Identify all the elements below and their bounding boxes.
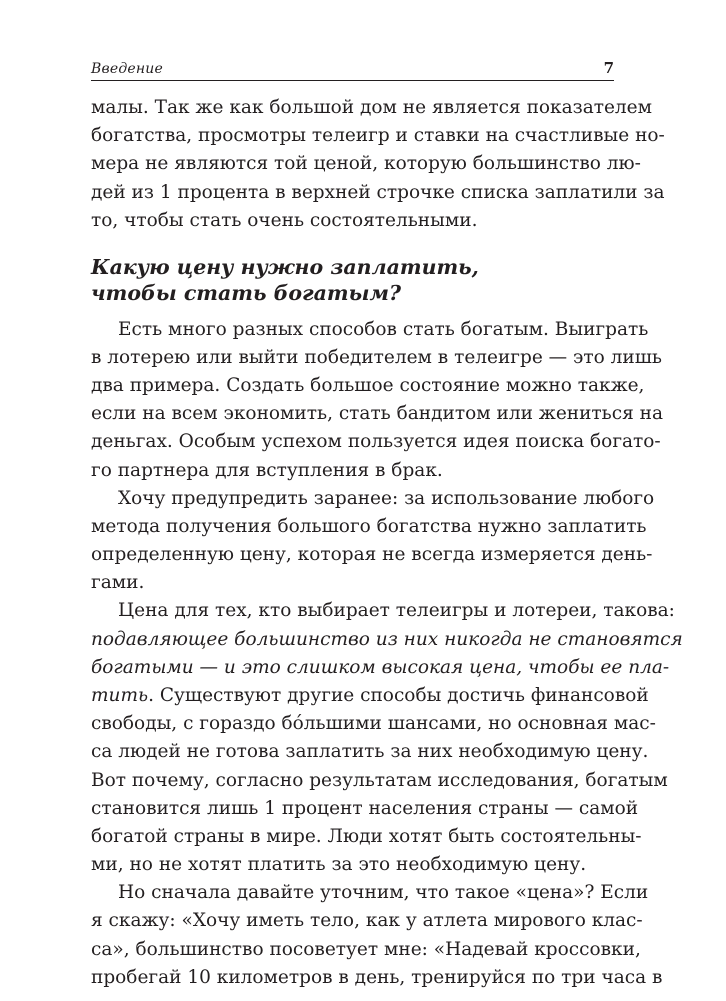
text-line: гами.	[91, 572, 145, 594]
section-heading: чтобы стать богатым?	[91, 281, 401, 306]
text-line: если на всем экономить, стать бандитом или жениться на	[91, 403, 664, 425]
text-line: са», большинство посоветует мне: «Надевай кроссовки,	[91, 938, 641, 960]
text-line: ми, но не хотят платить за это необходимую цену.	[91, 854, 587, 876]
text-line: свободы, с гораздо бо́льшими шансами, но основная мас-	[91, 713, 656, 735]
text-line: малы. Так же как большой дом не является показателем	[91, 97, 653, 118]
text-line: в лотерею или выйти победителем в телеигре — это лишь	[91, 346, 663, 368]
text-line: определенную цену, которая не всегда измеряется день-	[91, 544, 653, 566]
text-line: го партнера для вступления в брак.	[91, 459, 443, 481]
text-line: метода получения большого богатства нужно заплатить	[91, 515, 647, 537]
text-line: я скажу: «Хочу иметь тело, как у атлета мирового клас-	[91, 910, 643, 932]
text-line: Но сначала давайте уточним, что такое «цена»? Если	[118, 882, 649, 904]
text-line: Хочу предупредить заранее: за использование любого	[118, 487, 655, 509]
text-line	[91, 653, 670, 683]
text-line: деньгах. Особым успехом пользуется идея поиска богато-	[91, 431, 661, 453]
emphasis-text: подавляющее большинство из них никогда не становятся	[91, 628, 683, 650]
text-line: богатой страны в мире. Люди хотят быть состоятельны-	[91, 825, 642, 847]
text-line: Есть много разных способов стать богатым. Выиграть	[118, 318, 649, 340]
running-head	[91, 58, 614, 81]
text-line: Вот почему, согласно результатам исследования, богатым	[91, 769, 668, 791]
text-line: пробегай 10 километров в день, тренируйся по три часа в	[91, 966, 663, 988]
section-title: Введение	[91, 61, 164, 77]
text-line: два примера. Создать большое состояние можно также,	[91, 375, 645, 397]
text-line: са людей не готова заплатить за них необходимую цену.	[91, 741, 649, 763]
text-line: мера не являются той ценой, которую большинство лю-	[91, 153, 641, 175]
text-line: богатства, просмотры телеигр и ставки на счастливые но-	[91, 125, 665, 147]
page-number: 7	[603, 59, 614, 77]
text-line	[91, 625, 683, 655]
text-line: то, чтобы стать очень состоятельными.	[91, 209, 478, 231]
text-line: дей из 1 процента в верхней строчке списка заплатили за	[91, 181, 665, 203]
text-line	[91, 681, 649, 711]
emphasis-text: тить	[91, 685, 149, 707]
emphasis-text: богатыми — и это слишком высокая цена, чтобы ее пла-	[91, 656, 670, 678]
text-span: . Существуют другие способы достичь финансовой	[148, 685, 649, 707]
text-line: Цена для тех, кто выбирает телеигры и лотереи, такова:	[118, 600, 675, 622]
section-heading: Какую цену нужно заплатить,	[91, 254, 479, 279]
text-line: становится лишь 1 процент населения страны — самой	[91, 797, 639, 819]
